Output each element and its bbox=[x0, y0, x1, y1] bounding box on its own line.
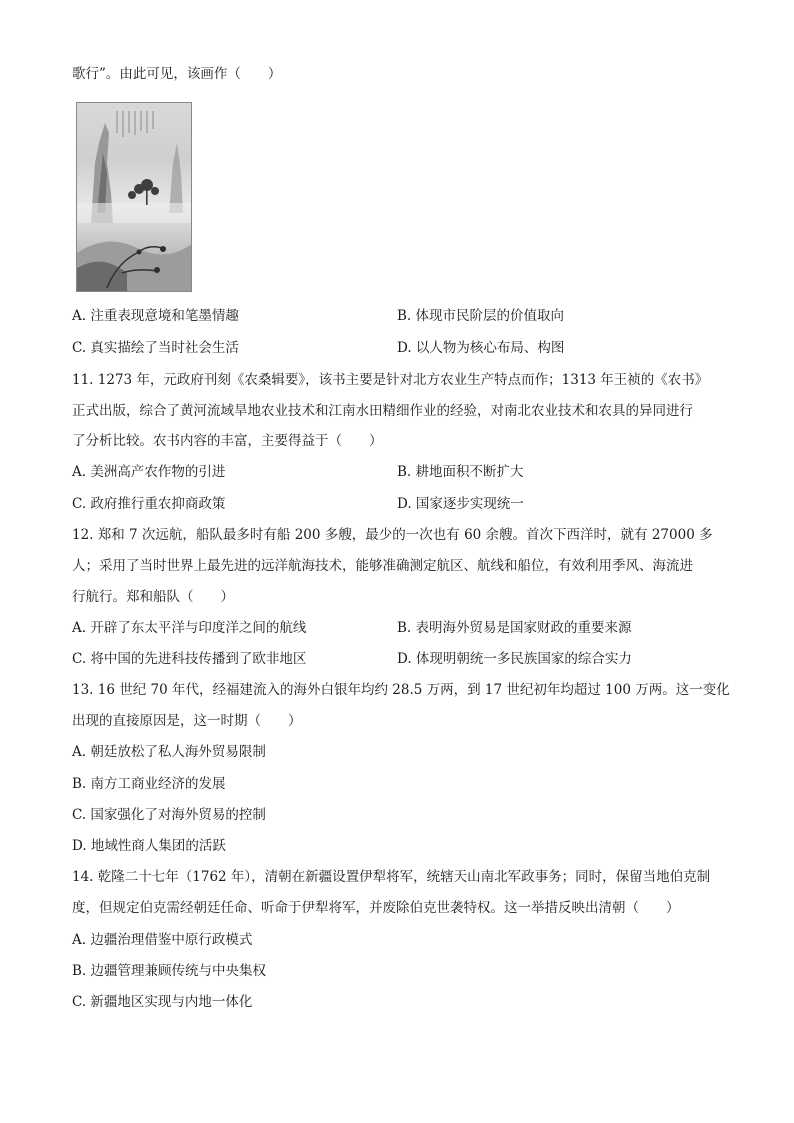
q10-option-c[interactable]: C. 真实描绘了当时社会生活 bbox=[72, 340, 239, 356]
question-14-line-1: 14. 乾隆二十七年（1762 年），清朝在新疆设置伊犁将军，统辖天山南北军政事务；同时，保留当地伯克制 bbox=[72, 869, 711, 885]
question-11-line-1: 11. 1273 年，元政府刊刻《农桑辑要》，该书主要是针对北方农业生产特点而作；1313 年王祯的《农书》 bbox=[72, 372, 709, 388]
question-12-line-3: 行航行。郑和船队（ ） bbox=[72, 589, 234, 605]
question-10-tail: 歌行”。由此可见，该画作（ ） bbox=[72, 66, 282, 82]
q11-option-b[interactable]: B. 耕地面积不断扩大 bbox=[397, 464, 524, 480]
q12-option-d[interactable]: D. 体现明朝统一多民族国家的综合实力 bbox=[397, 651, 632, 667]
question-13-line-1: 13. 16 世纪 70 年代，经福建流入的海外白银年均约 28.5 万两，到 17 世纪初年均超过 100 万两。这一变化 bbox=[72, 682, 730, 698]
question-11-line-2: 正式出版，综合了黄河流域旱地农业技术和江南水田精细作业的经验，对南北农业技术和农具的异同进行 bbox=[72, 403, 693, 419]
q11-option-d[interactable]: D. 国家逐步实现统一 bbox=[397, 496, 524, 512]
question-13-line-2: 出现的直接原因是，这一时期（ ） bbox=[72, 713, 302, 729]
question-12-line-2: 人；采用了当时世界上最先进的远洋航海技术，能够准确测定航区、航线和船位，有效利用季风、海流进 bbox=[72, 558, 693, 574]
q13-option-a[interactable]: A. 朝廷放松了私人海外贸易限制 bbox=[72, 744, 266, 760]
question-12-line-1: 12. 郑和 7 次远航，船队最多时有船 200 多艘，最少的一次也有 60 余艘。首次下西洋时，就有 27000 多 bbox=[72, 527, 713, 543]
q13-option-d[interactable]: D. 地域性商人集团的活跃 bbox=[72, 838, 226, 854]
question-11-line-3: 了分析比较。农书内容的丰富，主要得益于（ ） bbox=[72, 433, 383, 449]
q12-option-a[interactable]: A. 开辟了东太平洋与印度洋之间的航线 bbox=[72, 620, 307, 636]
q11-option-c[interactable]: C. 政府推行重农抑商政策 bbox=[72, 496, 226, 512]
q14-option-a[interactable]: A. 边疆治理借鉴中原行政模式 bbox=[72, 932, 253, 948]
q10-option-b[interactable]: B. 体现市民阶层的价值取向 bbox=[397, 308, 565, 324]
landscape-painting-image bbox=[76, 102, 192, 292]
q14-option-c[interactable]: C. 新疆地区实现与内地一体化 bbox=[72, 994, 253, 1010]
q12-option-c[interactable]: C. 将中国的先进科技传播到了欧非地区 bbox=[72, 651, 307, 667]
q10-option-d[interactable]: D. 以人物为核心布局、构图 bbox=[397, 340, 565, 356]
q11-option-a[interactable]: A. 美洲高产农作物的引进 bbox=[72, 464, 226, 480]
q14-option-b[interactable]: B. 边疆管理兼顾传统与中央集权 bbox=[72, 963, 267, 979]
q12-option-b[interactable]: B. 表明海外贸易是国家财政的重要来源 bbox=[397, 620, 632, 636]
q10-option-a[interactable]: A. 注重表现意境和笔墨情趣 bbox=[72, 308, 239, 324]
q13-option-b[interactable]: B. 南方工商业经济的发展 bbox=[72, 776, 226, 792]
question-14-line-2: 度，但规定伯克需经朝廷任命、听命于伊犁将军，并废除伯克世袭特权。这一举措反映出清朝（ ） bbox=[72, 900, 680, 916]
q13-option-c[interactable]: C. 国家强化了对海外贸易的控制 bbox=[72, 807, 266, 823]
